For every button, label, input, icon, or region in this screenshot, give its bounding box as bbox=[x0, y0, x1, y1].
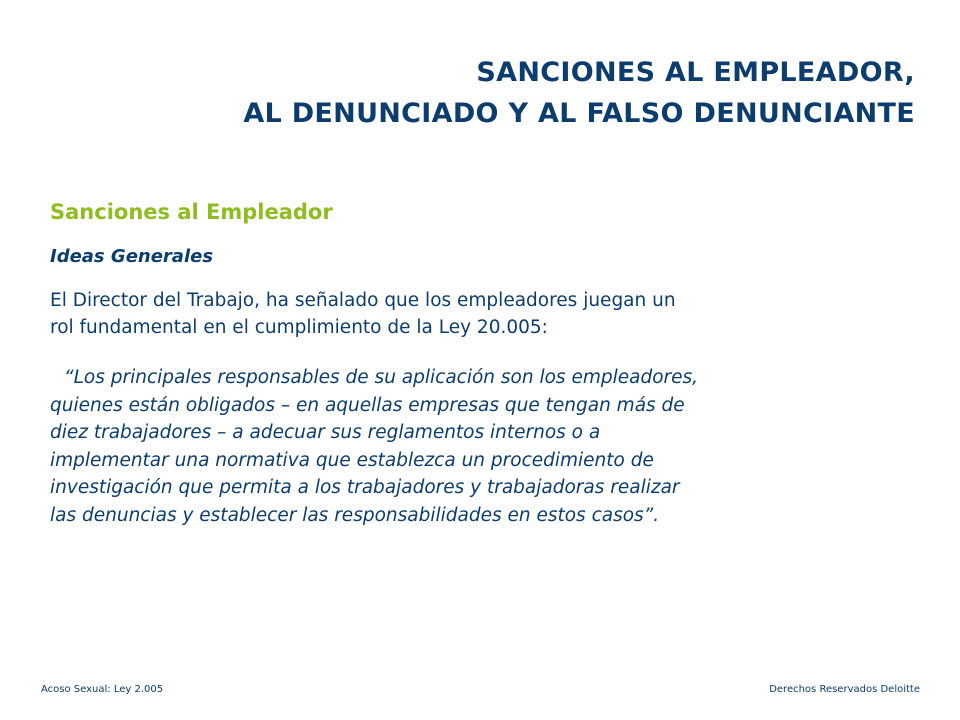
quote-line: quienes están obligados – en aquellas empresas que tengan más de bbox=[50, 394, 685, 416]
slide-title bbox=[243, 52, 915, 134]
quote-line: “Los principales responsables de su aplicación son los empleadores, bbox=[64, 367, 699, 388]
quote-line: diez trabajadores – a adecuar sus reglamentos internos o a bbox=[50, 422, 601, 443]
quote-paragraph bbox=[50, 364, 910, 529]
quote-line: implementar una normativa que establezca un procedimiento de bbox=[50, 449, 654, 471]
subheading: Ideas Generales bbox=[50, 246, 214, 267]
quote-line: las denuncias y establecer las responsabilidades en estos casos”. bbox=[50, 504, 660, 526]
intro-line: El Director del Trabajo, ha señalado que los empleadores juegan un bbox=[50, 290, 676, 311]
quote-line: investigación que permita a los trabajadores y trabajadoras realizar bbox=[50, 477, 680, 498]
title-line-1: SANCIONES AL EMPLEADOR, bbox=[476, 57, 915, 88]
section-heading: Sanciones al Empleador bbox=[50, 200, 333, 224]
footer-right: Derechos Reservados Deloitte bbox=[769, 684, 920, 695]
footer-left: Acoso Sexual: Ley 2.005 bbox=[41, 684, 164, 695]
intro-paragraph bbox=[50, 287, 900, 341]
title-line-2: AL DENUNCIADO Y AL FALSO DENUNCIANTE bbox=[243, 98, 915, 129]
intro-line: rol fundamental en el cumplimiento de la Ley 20.005: bbox=[50, 317, 548, 338]
